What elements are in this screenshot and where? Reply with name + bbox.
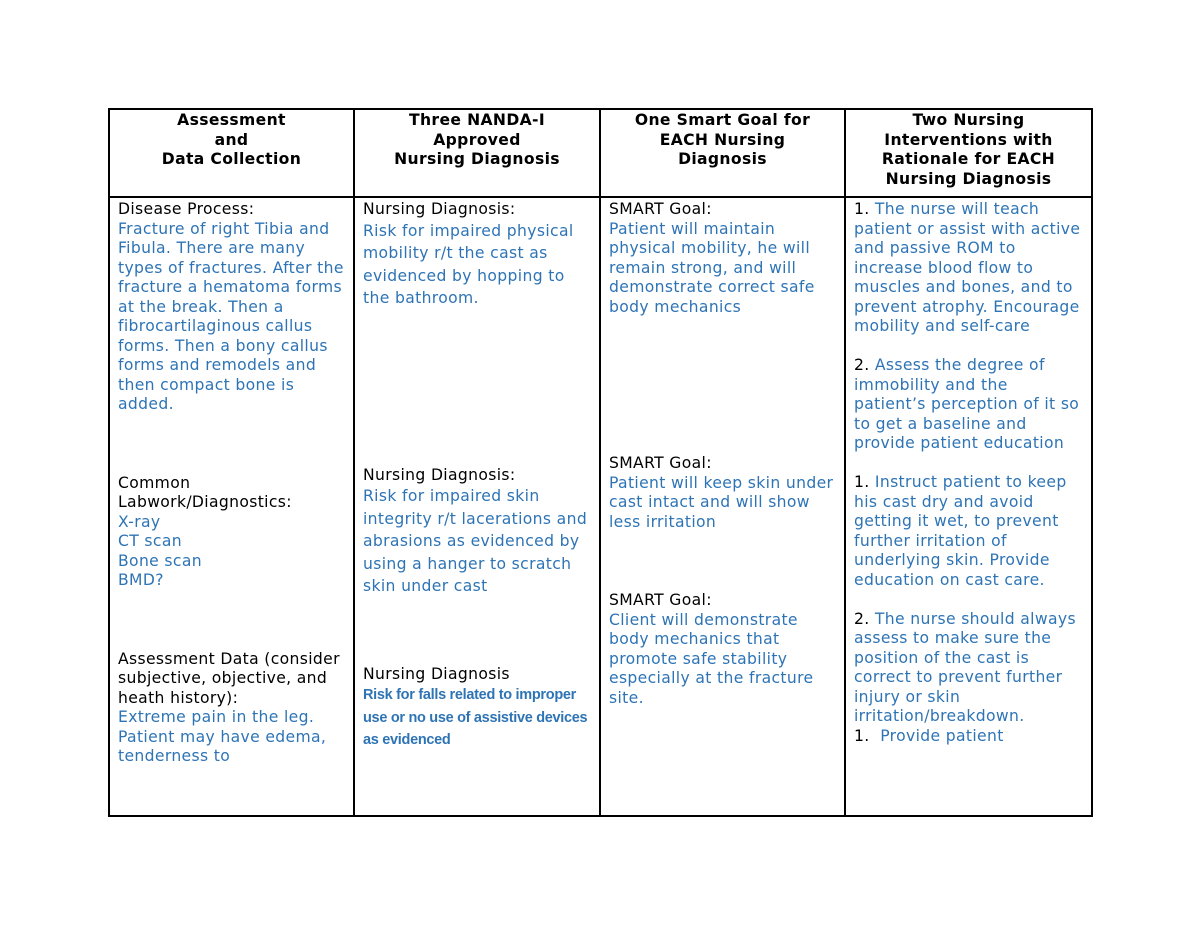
diagnosis-cell	[354, 197, 600, 816]
assessment-cell	[109, 197, 354, 816]
intervention-text: The nurse will teach patient or assist with active and passive ROM to increase blood flow to muscles and bones, and to prevent atrophy. Encourage mobility and self-care	[854, 200, 1081, 335]
intervention-number: 1.	[854, 726, 870, 745]
content-row	[109, 197, 1092, 816]
header-assessment: Assessment and Data Collection	[109, 109, 354, 197]
intervention-item	[854, 200, 1083, 337]
smart-goal-label: SMART Goal:	[609, 200, 712, 218]
intervention-item	[854, 727, 1083, 747]
intervention-text: Instruct patient to keep his cast dry and avoid getting it wet, to prevent further irritation of underlying skin. Provide education on cast care.	[854, 473, 1067, 589]
intervention-text: Assess the degree of immobility and the patient’s perception of it so to get a baseline and provide patient education	[854, 356, 1080, 452]
care-plan-table	[108, 108, 1093, 817]
labwork-label: Common Labwork/Diagnostics:	[118, 473, 292, 511]
intervention-item	[854, 473, 1083, 590]
intervention-text: Provide patient	[880, 726, 1004, 745]
labwork-item: X-ray	[118, 512, 161, 531]
smart-goal-text: Patient will maintain physical mobility, he will remain strong, and will demonstrate correct safe body mechanics	[609, 219, 815, 316]
assessment-data-label: Assessment Data (consider subjective, objective, and heath history):	[118, 649, 340, 707]
labwork-item: BMD?	[118, 571, 164, 589]
intervention-item	[854, 356, 1083, 454]
labwork-item: CT scan	[118, 532, 182, 550]
header-smart-goal: One Smart Goal for EACH Nursing Diagnosis	[600, 109, 845, 197]
diagnosis-text: Risk for impaired skin integrity r/t lacerations and abrasions as evidenced by using a hanger to scratch skin under cast	[363, 487, 588, 595]
header-interventions: Two Nursing Interventions with Rationale for EACH Nursing Diagnosis	[845, 109, 1092, 197]
header-diagnosis: Three NANDA-I Approved Nursing Diagnosis	[354, 109, 600, 197]
labwork-item: Bone scan	[118, 551, 202, 570]
intervention-number: 1.	[854, 473, 870, 491]
assessment-data-text: Extreme pain in the leg. Patient may have edema, tenderness to	[118, 708, 327, 765]
intervention-number: 2.	[854, 356, 870, 374]
diagnosis-label: Nursing Diagnosis:	[363, 200, 516, 218]
header-row	[109, 109, 1092, 197]
disease-process-label: Disease Process:	[118, 200, 255, 218]
disease-process-text: Fracture of right Tibia and Fibula. There are many types of fractures. After the fracture a hematoma forms at the break. Then a fibrocartilaginous callus forms. Then a bony callus forms and remodels and then compact bone is added.	[118, 219, 344, 413]
diagnosis-text: Risk for impaired physical mobility r/t the cast as evidenced by hopping to the bathroom.	[363, 221, 574, 307]
diagnosis-text: Risk for falls related to improper use or no use of assistive devices as evidenced	[363, 687, 588, 748]
intervention-number: 2.	[854, 609, 870, 628]
interventions-cell	[845, 197, 1092, 816]
smart-goal-text: Client will demonstrate body mechanics that promote safe stability especially at the fracture site.	[609, 610, 814, 707]
smart-goal-label: SMART Goal:	[609, 454, 712, 472]
smart-goal-label: SMART Goal:	[609, 591, 712, 609]
intervention-item	[854, 610, 1083, 727]
intervention-text: The nurse should always assess to make sure the position of the cast is correct to prevent further injury or skin irritation/breakdown.	[854, 609, 1076, 725]
smart-goal-text: Patient will keep skin under cast intact and will show less irritation	[609, 473, 834, 531]
intervention-number: 1.	[854, 200, 870, 218]
smart-goal-cell	[600, 197, 845, 816]
diagnosis-label: Nursing Diagnosis:	[363, 465, 516, 484]
diagnosis-label: Nursing Diagnosis	[363, 664, 510, 683]
